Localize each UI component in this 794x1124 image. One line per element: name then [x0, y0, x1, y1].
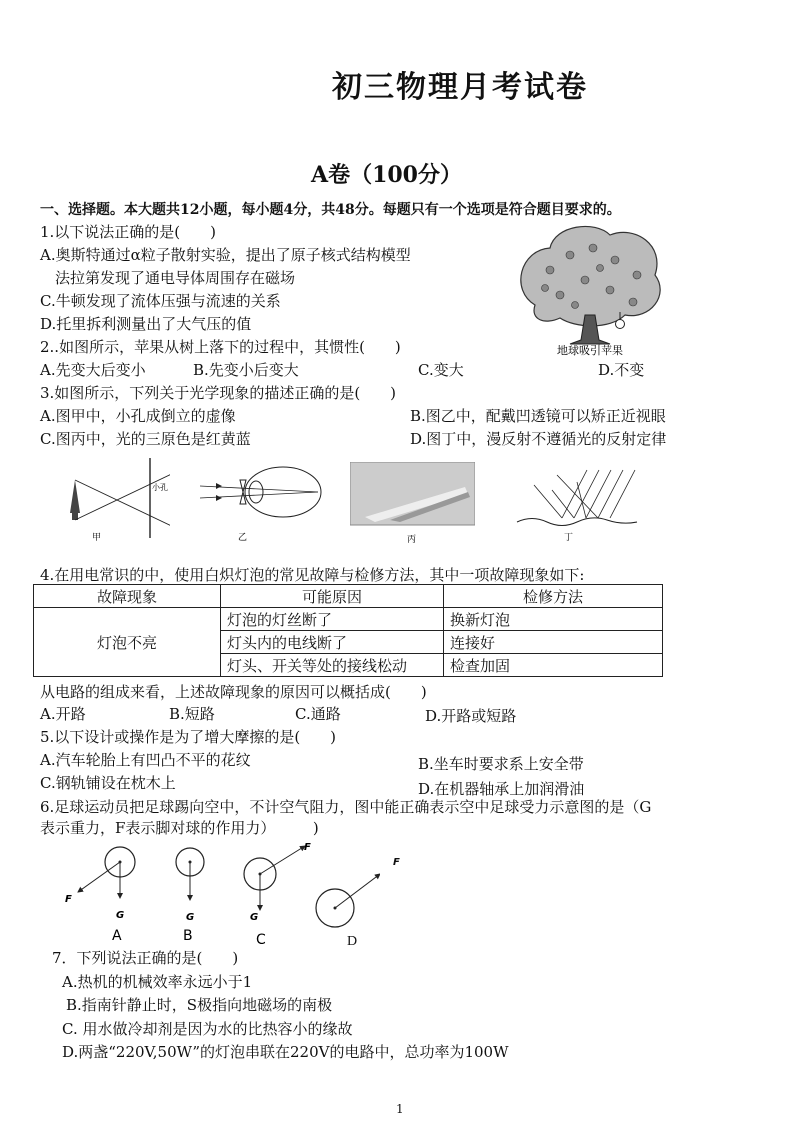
diagram-c: [244, 842, 311, 948]
q7-option-b: B.指南针静止时，S极指向地磁场的南极: [66, 996, 333, 1014]
table-cell-fix: 连接好: [444, 631, 663, 654]
q2-option-b: B.先变小后变大: [193, 361, 299, 379]
q3-option-a: A.图甲中，小孔成倒立的虚像: [40, 407, 236, 425]
force-f-label: F: [65, 894, 72, 905]
q1-stem: 1.以下说法正确的是( ): [40, 223, 217, 241]
q5-option-b: B.坐车时要求系上安全带: [418, 755, 584, 773]
q5-stem: 5.以下设计或操作是为了增大摩擦的是( ): [40, 728, 337, 746]
q5-option-c: C.钢轨铺设在枕木上: [40, 774, 176, 792]
table-cell-cause: 灯头、开关等处的接线松动: [221, 654, 444, 677]
q3-option-b: B.图乙中，配戴凹透镜可以矫正近视眼: [410, 407, 666, 425]
fig-bing-label: 丙: [407, 535, 417, 544]
q2-option-c: C.变大: [418, 361, 464, 379]
q1-option-d: D.托里拆利测量出了大气压的值: [40, 315, 252, 333]
q7-option-d: D.两盏“220V,50W”的灯泡串联在220V的电路中，总功率为100W: [62, 1043, 509, 1061]
light-photo-figure: [350, 462, 475, 544]
q5-option-d: D.在机器轴承上加润滑油: [418, 780, 585, 798]
q4-stem: 4.在用电常识的中，使用白炽灯泡的常见故障与检修方法，其中一项故障现象如下:: [40, 566, 585, 584]
paper-subtitle: A卷（100分）: [311, 162, 462, 188]
table-header: 可能原因: [221, 585, 444, 608]
q4-option-d: D.开路或短路: [425, 707, 517, 725]
force-f-label-d: F: [393, 857, 400, 868]
table-cell-cause: 灯头内的电线断了: [221, 631, 444, 654]
fig-jia-label: 甲: [92, 533, 102, 543]
q6-stem-line1: 6.足球运动员把足球踢向空中，不计空气阻力，图中能正确表示空中足球受力示意图的是（G: [40, 798, 652, 816]
table-header: 检修方法: [444, 585, 663, 608]
q3-option-d: D.图丁中，漫反射不遵循光的反射定律: [410, 430, 667, 448]
diagram-a: [65, 847, 135, 944]
q1-option-a: A.奥斯特通过α粒子散射实验，提出了原子核式结构模型: [40, 246, 411, 264]
table-row: [34, 608, 663, 631]
q4-followup: 从电路的组成来看，上述故障现象的原因可以概括成( ): [40, 683, 427, 701]
diagram-b: [176, 848, 204, 944]
force-g-label: G: [250, 912, 259, 923]
diagram-a-label: A: [112, 928, 122, 944]
q3-stem: 3.如图所示，下列关于光学现象的描述正确的是( ): [40, 384, 397, 402]
force-f-label: F: [304, 842, 311, 853]
q5-option-a: A.汽车轮胎上有凹凸不平的花纹: [40, 751, 251, 769]
table-cell-cause: 灯泡的灯丝断了: [221, 608, 444, 631]
q1-option-b: 法拉第发现了通电导体周围存在磁场: [40, 269, 296, 287]
fig-ding-label: 丁: [564, 533, 574, 543]
diagram-b-label: B: [183, 928, 193, 944]
diagram-d-label: D: [347, 934, 358, 949]
q4-option-b: B.短路: [169, 705, 215, 723]
q1-option-c: C.牛顿发现了流体压强与流速的关系: [40, 292, 281, 310]
page-title: 初三物理月考试卷: [332, 70, 588, 105]
q3-option-c: C.图丙中，光的三原色是红黄蓝: [40, 430, 251, 448]
table-header: 故障现象: [34, 585, 221, 608]
q2-option-d: D.不变: [598, 361, 645, 379]
diffuse-reflection-figure: [512, 460, 642, 545]
q7-option-c: C. 用水做冷却剂是因为水的比热容小的缘故: [62, 1020, 353, 1038]
concave-lens-eye-figure: [200, 462, 325, 542]
diagram-c-label: C: [256, 932, 266, 948]
table-cell-fix: 换新灯泡: [444, 608, 663, 631]
pinhole-label: 小孔: [152, 483, 168, 492]
q2-stem: 2..如图所示，苹果从树上落下的过程中，其惯性( ): [40, 338, 401, 356]
q4-option-a: A.开路: [40, 705, 86, 723]
q7-option-a: A.热机的机械效率永远小于1: [62, 973, 253, 991]
table-cell-fix: 检查加固: [444, 654, 663, 677]
football-force-diagrams: [60, 840, 380, 955]
table-header-row: [34, 585, 663, 608]
fault-table: [33, 584, 663, 677]
force-g-label: G: [116, 910, 125, 921]
q2-option-a: A.先变大后变小: [40, 361, 146, 379]
tree-caption: 地球吸引苹果: [557, 344, 623, 357]
section-heading: 一、选择题。本大题共12小题，每小题4分，共48分。每题只有一个选项是符合题目要求的。: [40, 202, 621, 218]
diagram-d: [316, 874, 380, 927]
page-number: 1: [396, 1102, 404, 1116]
fault-phenomenon: 灯泡不亮: [34, 608, 221, 677]
pinhole-figure: [60, 458, 170, 543]
q6-stem-line2: 表示重力，F表示脚对球的作用力） ): [40, 819, 319, 837]
force-g-label: G: [186, 912, 195, 923]
fig-yi-label: 乙: [238, 533, 248, 542]
q4-option-c: C.通路: [295, 705, 341, 723]
q7-stem: 7．下列说法正确的是( ): [52, 949, 239, 967]
apple-tree-figure: [515, 220, 665, 360]
